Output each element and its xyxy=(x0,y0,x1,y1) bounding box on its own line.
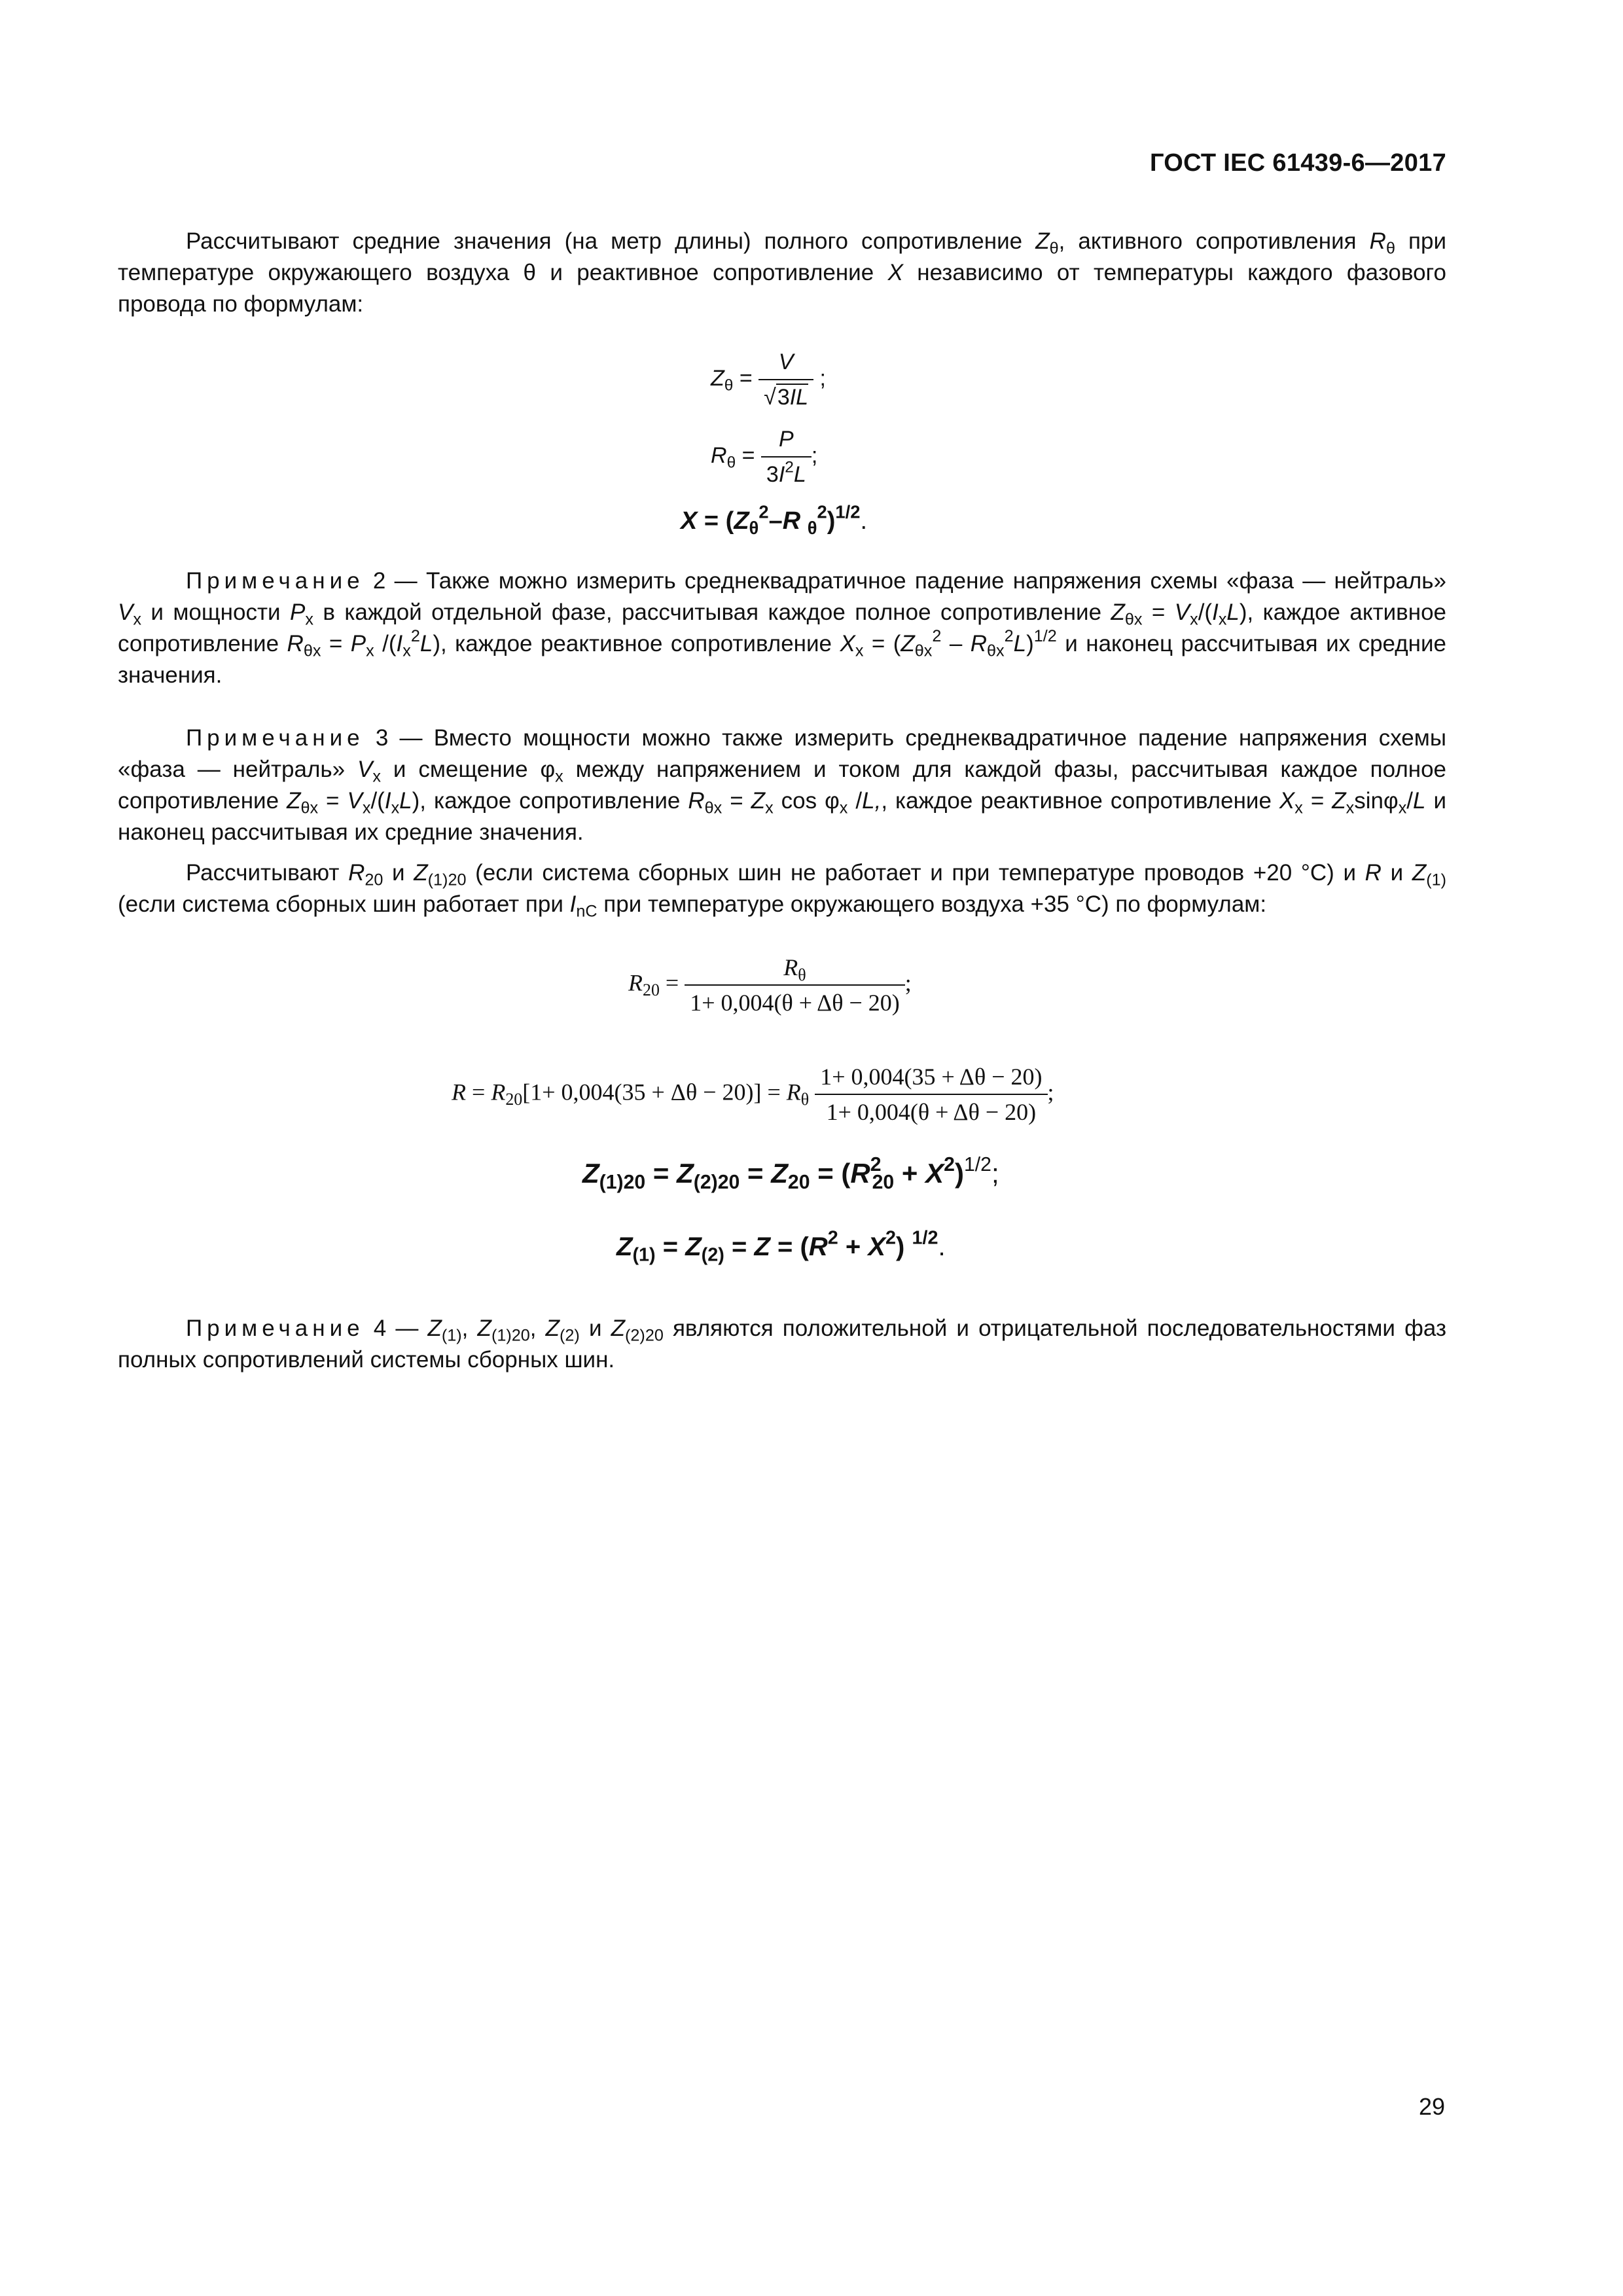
page-number: 29 xyxy=(1418,2093,1445,2120)
intro-paragraph: Рассчитывают средние значения (на метр длины) полного сопротивление $Z_\theta$, активного сопротивления $R_\theta$ при температуре окружающего воздуха θ и реактивное сопротивление X независимо от температуры каждого фазового провода по формулам: xyxy=(118,228,1446,317)
formula-z-theta: $Z_\theta$ = $\frac{V}{√3IL}$ ; xyxy=(711,346,826,413)
formula-r20: $R_{20}$ = $\frac{R_\theta}{1+ 0,004(\theta + \Delta\theta - 20)}$ ; xyxy=(628,952,912,1018)
formula-z-20: $Z_{(1)20} = Z_{(2)20} = Z_{20} = (R^2_{20} + X^2)^{1/2}$; xyxy=(582,1153,999,1194)
formula-r-theta: $R_\theta$ = $\frac{P}{3I^2L}$ ; xyxy=(711,423,817,490)
formula-x: $X = (Z_\theta^2-R$ $_\theta^2$)$^{1/2}$. xyxy=(681,501,867,539)
calc-paragraph: Рассчитывают $R_{20}$ и $Z_{(1)20}$ (если система сборных шин не работает и при температуре проводов +20 °C) и R и $Z_{(1)}$ (если система сборных шин работает при $I_{nC}$ при температуре окружающего воздуха +35 °C) по формулам: xyxy=(118,860,1446,921)
document-header: ГОСТ IEC 61439-6—2017 xyxy=(1149,149,1446,177)
formula-r: $R = R_{20}[1+ 0,004(35 + \Delta\theta - 20)] = R_\theta$ $\frac{1+ 0,004(35 + \Delta\theta - 20)}{1+ 0,004(\theta + \Delta\theta - 20)}$ ; xyxy=(452,1061,1054,1128)
formula-z: $Z_{(1)} = Z_{(2)} = Z = (R^2 + X^2)$ $^{1/2}$. xyxy=(616,1227,946,1266)
page-content xyxy=(118,226,1446,1376)
formula-block-1 xyxy=(118,320,1446,565)
note-3: Примечание 3 — Вместо мощности можно также измерить среднеквадратичное падение напряжения схемы «фаза — нейтраль» $V_x$ и смещение $\varphi_x$ между напряжением и током для каждой фазы, рассчитывая каждое полное сопротивление $Z_{\theta x} = V_x/(I_xL)$, каждое сопротивление $R_{\theta x} = Z_x$ $\cos \varphi_x$ /L,, каждое реактивное сопротивление $X_x = Z_x\sin\varphi_x/L$ и наконец рассчитывая их средние значения. xyxy=(118,725,1447,845)
note-2: Примечание 2 — Также можно измерить среднеквадратичное падение напряжения схемы «фаза — нейтраль» $V_x$ и мощности $P_x$ в каждой отдельной фазе, рассчитывая каждое полное сопротивление $Z_{\theta x} = V_x/(I_xL)$, каждое активное сопротивление $R_{\theta x} = P_x$ $/(I_x^2L)$, каждое реактивное сопротивление $X_x = (Z_{\theta x}^2 - R_{\theta x}^2L)^{1/2}$ и наконец рассчитывая их средние значения. xyxy=(118,568,1446,688)
note-4: Примечание 4 — $Z_{(1)}$, $Z_{(1)20}$, $Z_{(2)}$ и $Z_{(2)20}$ являются положительной и отрицательной последовательностями фаз полных сопротивлений системы сборных шин. xyxy=(118,1316,1447,1372)
formula-block-2 xyxy=(118,920,1446,1313)
